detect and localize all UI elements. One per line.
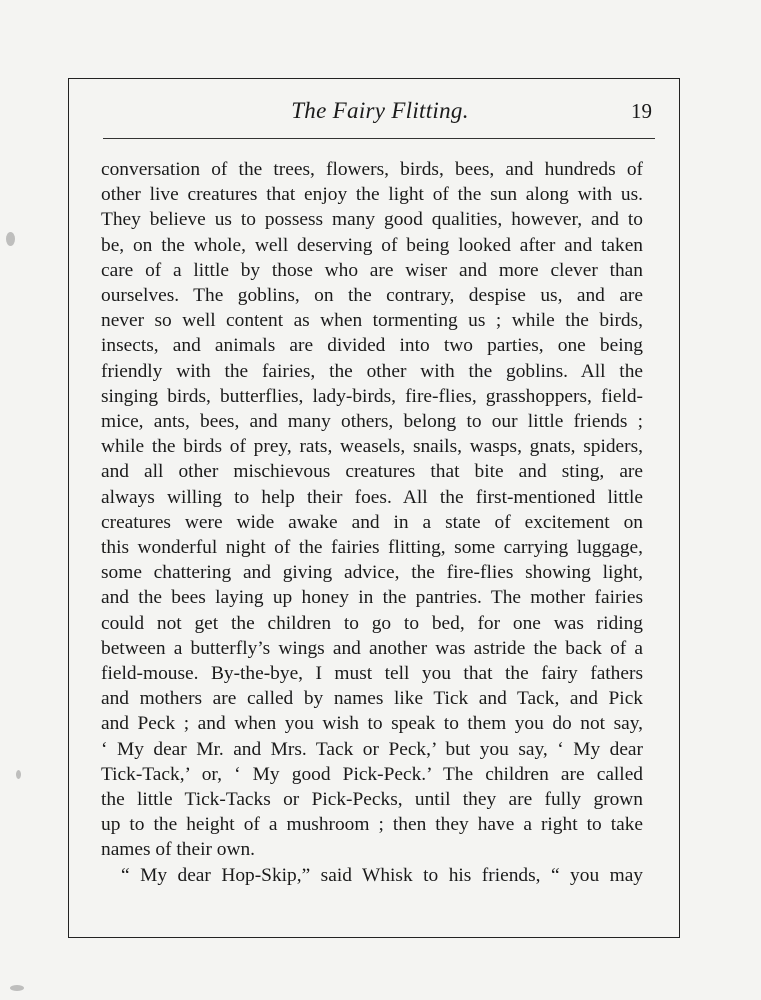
text-line: never so well content as when tormenting us ; while the birds,	[101, 310, 643, 332]
text-line: creatures were wide awake and in a state of excitement on	[101, 511, 643, 533]
text-line: ourselves. The goblins, on the contrary, despise us, and are	[101, 285, 643, 307]
text-line-paragraph-end: names of their own.	[101, 839, 256, 861]
text-line: this wonderful night of the fairies flitting, some carrying luggage,	[101, 537, 643, 559]
text-line: could not get the children to go to bed, for one was riding	[101, 612, 643, 634]
text-line: some chattering and giving advice, the fire-flies showing light,	[101, 562, 643, 584]
text-line: other live creatures that enjoy the light of the sun along with us.	[101, 184, 643, 206]
text-line: and Peck ; and when you wish to speak to them you do not say,	[101, 713, 643, 735]
text-line: insects, and animals are divided into two parties, one being	[101, 335, 643, 357]
text-line: and mothers are called by names like Tick and Tack, and Pick	[101, 688, 643, 710]
text-line: the little Tick-Tacks or Pick-Pecks, until they are fully grown	[101, 789, 643, 811]
text-line: be, on the whole, well deserving of being looked after and taken	[101, 234, 643, 256]
text-line-paragraph-start: “ My dear Hop-Skip,” said Whisk to his friends, “ you may	[121, 864, 643, 886]
running-head	[100, 98, 660, 132]
text-line: ‘ My dear Mr. and Mrs. Tack or Peck,’ but you say, ‘ My dear	[101, 738, 643, 760]
page-title: The Fairy Flitting.	[291, 98, 469, 123]
scan-speck	[6, 232, 15, 246]
text-line: and all other mischievous creatures that bite and sting, are	[101, 461, 643, 483]
text-line: up to the height of a mushroom ; then they have a right to take	[101, 814, 643, 836]
page-number: 19	[631, 99, 652, 123]
text-line: care of a little by those who are wiser and more clever than	[101, 259, 643, 281]
body-text	[101, 157, 643, 888]
text-line: and the bees laying up honey in the pantries. The mother fairies	[101, 587, 643, 609]
scan-speck	[10, 985, 24, 991]
text-line: Tick-Tack,’ or, ‘ My good Pick-Peck.’ The children are called	[101, 763, 643, 785]
text-line: while the birds of prey, rats, weasels, snails, wasps, gnats, spiders,	[101, 436, 643, 458]
text-line: They believe us to possess many good qualities, however, and to	[101, 209, 643, 231]
text-line: field-mouse. By-the-bye, I must tell you that the fairy fathers	[101, 663, 643, 685]
text-line: friendly with the fairies, the other with the goblins. All the	[101, 360, 643, 382]
scan-speck	[16, 770, 21, 779]
text-line: conversation of the trees, flowers, birds, bees, and hundreds of	[101, 159, 643, 180]
text-line: between a butterfly’s wings and another was astride the back of a	[101, 637, 643, 659]
text-line: always willing to help their foes. All the first-mentioned little	[101, 486, 643, 508]
text-line: mice, ants, bees, and many others, belong to our little friends ;	[101, 411, 643, 433]
header-rule	[103, 138, 655, 139]
text-line: singing birds, butterflies, lady-birds, fire-flies, grasshoppers, field-	[101, 385, 643, 407]
